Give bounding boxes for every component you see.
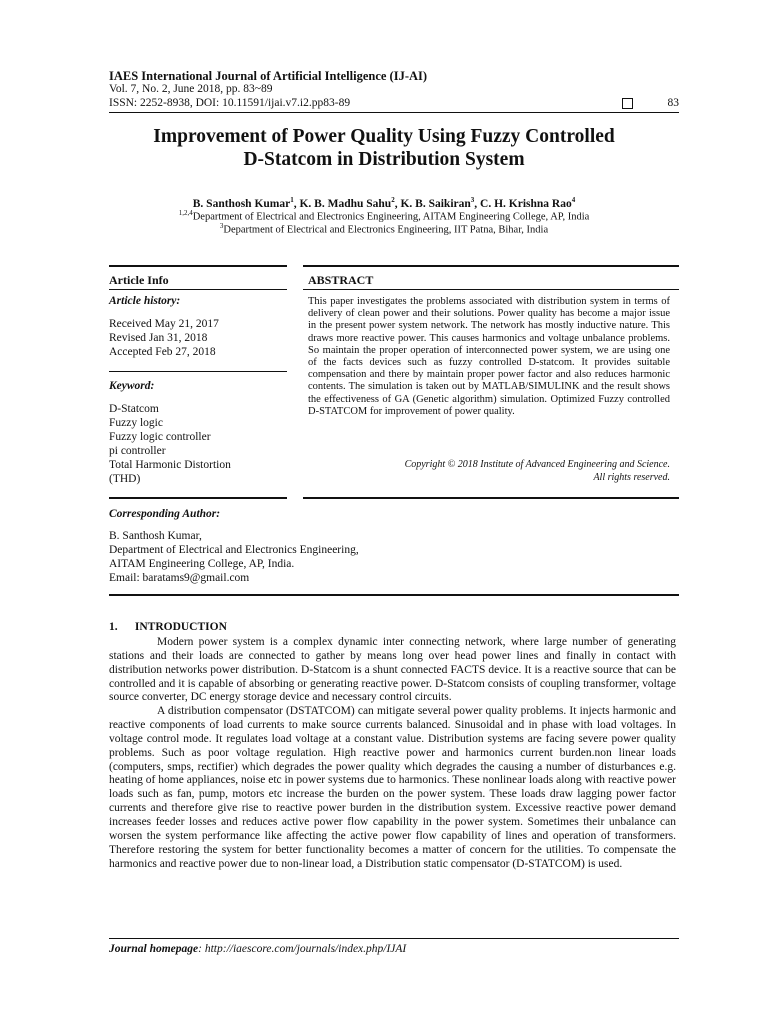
abstract-text: This paper investigates the problems associated with distribution system in terms of delivery of clean power and their solutions. Power quality has become a major issue in the present power system network. The network has mostly inductive nature. This draws more reactive power. This causes harmonics and voltage unbalance problems. So maintain the proper operation of interconnected power system, we are using one of the facts devices such as fuzzy controlled D-statcom. It provides suitable compensation and there by maintain proper power factor and also reduces harmonic contents. The simulation is taken out by MATLAB/SIMULINK and the result shows the effectiveness of GA (Genetic algorithm) simulation. Optimized Fuzzy controlled D-STATCOM for improvement of power quality. — [308, 296, 670, 417]
title-line-1: Improvement of Power Quality Using Fuzzy Controlled — [153, 126, 615, 147]
introduction-body — [109, 636, 676, 871]
header-rule — [109, 112, 679, 113]
journal-homepage — [109, 943, 406, 955]
history-accepted: Accepted Feb 27, 2018 — [109, 346, 216, 358]
history-received: Received May 21, 2017 — [109, 318, 219, 330]
author-4: C. H. Krishna Rao — [480, 197, 572, 210]
history-revised: Revised Jan 31, 2018 — [109, 332, 208, 344]
article-history-label: Article history: — [109, 295, 181, 307]
corresponding-name: B. Santhosh Kumar, — [109, 530, 202, 542]
introduction-heading: 1. INTRODUCTION — [109, 621, 227, 633]
introduction-paragraph-2: A distribution compensator (DSTATCOM) can mitigate several power quality problems. It injects harmonic and reactive components of load currents to make source currents balanced. Sinusoidal and in phase with load voltages. In voltage control mode. It regulates load voltage at a constant value. Distribution systems are facing severe power quality problems. Such as poor voltage regulation. High reactive power and harmonics current burden.non linear loads (computers, smps, rectifier) which degrades the power quality which degrades the causing a number of disturbances e.g. heating of home appliances, noise etc in power systems due to harmonics. These nonlinear loads along with reactive power loads such as fan, pump, motors etc increase the burden on the power system. These loads draw lagging power factor currents and therefore give rise to reactive power burden in the distribution system. Excessive reactive power demand increases feeder losses and reduces active power flow capability in the power system. Sometimes their unbalance can worsen the system performance like affecting the active power flow capability of lines and operation of transformers. Therefore restoring the system for better functionality becomes a matter of concern for the utilities. To compensate the harmonics and reactive power due to non-linear load, a Distribution static compensator (D-STATCOM) is used. — [109, 705, 676, 870]
copyright-line-1: Copyright © 2018 Institute of Advanced Engineering and Science. — [404, 459, 670, 470]
info-top-rule — [109, 265, 287, 267]
info-heading-rule — [109, 289, 287, 290]
page-number: 83 — [667, 97, 679, 109]
affiliation-1-sup: 1,2,4 — [178, 209, 193, 217]
title-line-2: D-Statcom in Distribution System — [243, 149, 525, 170]
author-2: K. B. Madhu Sahu — [299, 197, 392, 210]
keyword-item: Fuzzy logic controller — [109, 431, 211, 443]
copyright-notice — [308, 458, 670, 484]
corresponding-author-label: Corresponding Author: — [109, 508, 221, 520]
author-2-sup: 2 — [391, 196, 395, 204]
abstract-top-rule — [303, 265, 679, 267]
author-3: K. B. Saikiran — [400, 197, 471, 210]
introduction-paragraph-1: Modern power system is a complex dynamic inter connecting network, where large number of generating stations and their loads are connected to gather by means long over head power lines and finally in contact with distribution networks power distribution. D-Statcom is a shunt connected FACTS device. It is a reactive source that can be controlled and it is capable of absorbing or generating reactive power. D-Statcom consists of coupling transformer, voltage source converter, DC energy storage device and necessary control circuits. — [109, 636, 676, 704]
affiliation-1-text: Department of Electrical and Electronics Engineering, AITAM Engineering College, AP, India — [192, 211, 590, 223]
author-1-sup: 1 — [290, 196, 294, 204]
author-3-sup: 3 — [470, 196, 475, 204]
abstract-heading: ABSTRACT — [308, 273, 374, 287]
journal-homepage-url[interactable]: : http://iaescore.com/journals/index.php/IJAI — [198, 943, 407, 955]
keyword-item: D-Statcom — [109, 403, 159, 415]
journal-issn: ISSN: 2252-8938, DOI: 10.11591/ijai.v7.i2.pp83-89 — [109, 97, 351, 109]
corresponding-college: AITAM Engineering College, AP, India. — [109, 558, 295, 570]
journal-volume: Vol. 7, No. 2, June 2018, pp. 83~89 — [109, 83, 273, 95]
corresponding-email: Email: baratams9@gmail.com — [109, 572, 250, 584]
affiliation-1 — [80, 209, 688, 223]
square-box-icon — [622, 98, 633, 109]
footer-rule — [109, 938, 679, 939]
affiliation-2-sup: 3 — [219, 222, 224, 230]
corresponding-dept: Department of Electrical and Electronics Engineering, — [109, 544, 359, 556]
info-bottom-rule — [109, 497, 287, 499]
abstract-bottom-rule — [303, 497, 679, 499]
abstract-heading-rule — [303, 289, 679, 290]
author-1: B. Santhosh Kumar — [192, 197, 291, 210]
journal-name: IAES International Journal of Artificial Intelligence (IJ-AI) — [109, 69, 428, 83]
keyword-item: (THD) — [109, 473, 141, 485]
paper-title — [80, 125, 688, 171]
journal-homepage-label: Journal homepage — [109, 943, 199, 955]
keyword-item: pi controller — [109, 445, 166, 457]
author-list: B. Santhosh Kumar$^1$, K. B. Madhu Sahu$^2$, K. B. Saikiran$^3$, C. H. Krishna Rao$^4$ — [192, 196, 576, 210]
affiliation-2-text: Department of Electrical and Electronics Engineering, IIT Patna, Bihar, India — [223, 224, 549, 236]
article-info-heading: Article Info — [109, 273, 169, 287]
keyword-item: Total Harmonic Distortion — [109, 459, 231, 471]
keyword-item: Fuzzy logic — [109, 417, 163, 429]
keyword-label: Keyword: — [109, 380, 155, 392]
copyright-line-2: All rights reserved. — [593, 472, 670, 483]
author-4-sup: 4 — [571, 196, 576, 204]
affiliation-2 — [80, 222, 688, 236]
history-rule — [109, 371, 287, 372]
front-matter-bottom-rule — [109, 594, 679, 596]
